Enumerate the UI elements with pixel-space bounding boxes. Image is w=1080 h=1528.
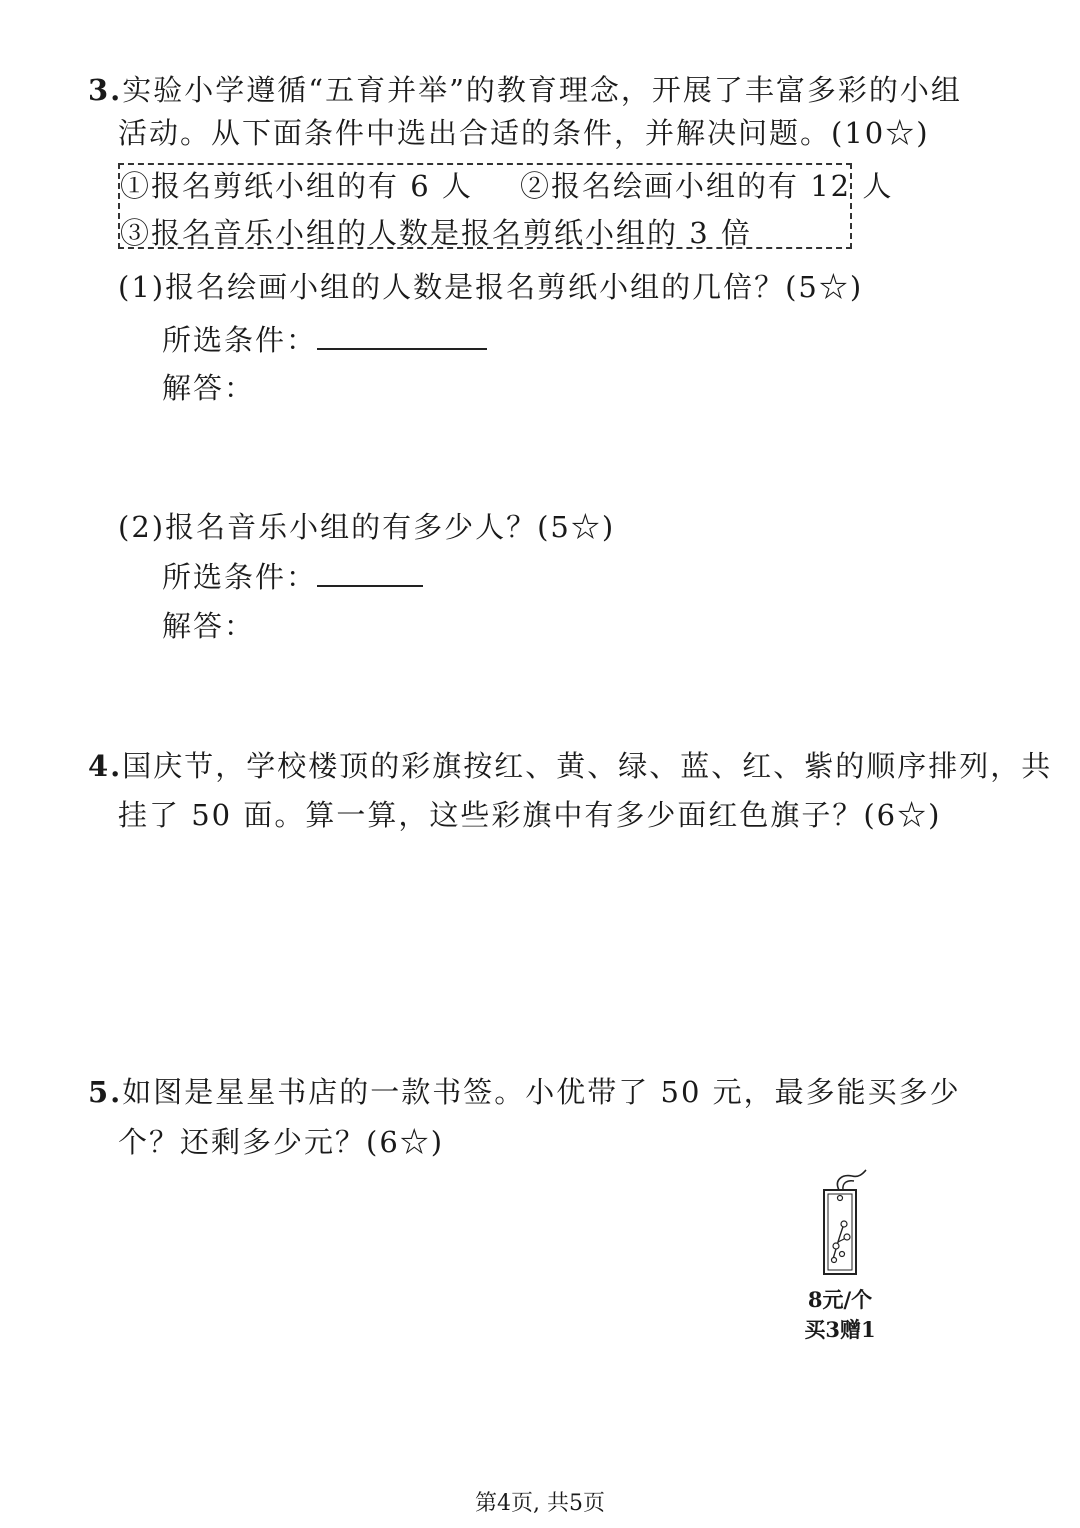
condition-2: ②报名绘画小组的有 12 人 xyxy=(520,169,894,203)
q4-line2: 挂了 50 面。算一算，这些彩旗中有多少面红色旗子？(6☆) xyxy=(118,798,942,832)
q4-line1: 4.国庆节，学校楼顶的彩旗按红、黄、绿、蓝、红、紫的顺序排列，共 xyxy=(88,749,1053,783)
condition-3: ③报名音乐小组的人数是报名剪纸小组的 3 倍 xyxy=(120,216,752,250)
q5-number: 5. xyxy=(88,1075,123,1109)
q3-sub2: (2)报名音乐小组的有多少人？(5☆) xyxy=(118,510,616,544)
q3-sub2-select: 所选条件： xyxy=(162,557,423,597)
q3-number: 3. xyxy=(88,73,123,107)
bookmark-promo: 买3赠1 xyxy=(804,1317,876,1342)
q4-number: 4. xyxy=(88,749,123,783)
q3-sub1-select-blank[interactable] xyxy=(317,322,487,350)
q3-sub1-answer-label: 解答： xyxy=(162,371,256,405)
q5-line1: 5.如图是星星书店的一款书签。小优带了 50 元，最多能买多少 xyxy=(88,1075,961,1109)
q3-sub1-select: 所选条件： xyxy=(162,320,487,360)
q5-line2: 个？还剩多少元？(6☆) xyxy=(118,1125,445,1159)
condition-1: ①报名剪纸小组的有 6 人 xyxy=(120,169,473,203)
bookmark-icon xyxy=(812,1168,878,1280)
q3-sub2-answer-label: 解答： xyxy=(162,609,256,643)
bookmark-price: 8元/个 xyxy=(807,1287,873,1312)
page-footer: 第4页, 共5页 xyxy=(475,1491,605,1516)
q3-line1: 3.实验小学遵循“五育并举”的教育理念，开展了丰富多彩的小组 xyxy=(88,73,962,107)
q3-line2: 活动。从下面条件中选出合适的条件，并解决问题。(10☆) xyxy=(118,116,930,150)
q3-sub2-select-blank[interactable] xyxy=(317,559,423,587)
q3-sub1: (1)报名绘画小组的人数是报名剪纸小组的几倍？(5☆) xyxy=(118,270,864,304)
